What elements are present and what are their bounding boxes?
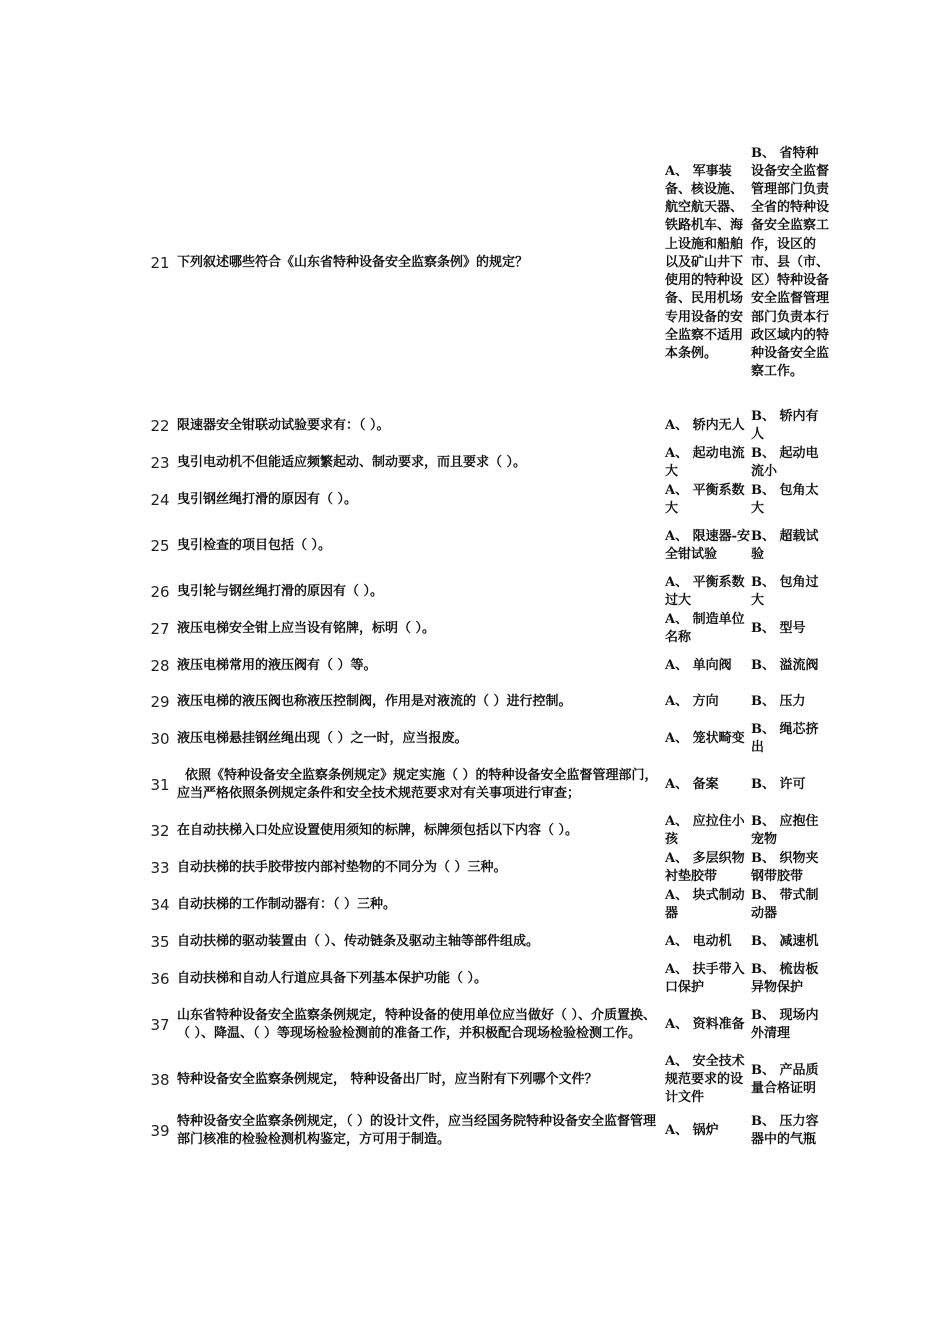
option-a-cell [665, 923, 751, 960]
option-b-cell [751, 1052, 829, 1107]
question-stem-cell [175, 812, 665, 849]
question-number: 33 [150, 858, 170, 877]
question-row [145, 960, 829, 997]
option-a-cell [665, 849, 751, 886]
option-a-cell [665, 1107, 751, 1154]
question-stem-cell [175, 610, 665, 647]
option-a: A、 多层织物衬垫胶带 [665, 850, 745, 884]
option-b-cell [751, 684, 829, 720]
question-stem-cell [175, 408, 665, 444]
option-a: A、 起动电流大 [665, 445, 745, 479]
question-stem: 限速器安全钳联动试验要求有：（ ）。 [177, 418, 390, 434]
option-a: A、 单向阀 [665, 657, 732, 673]
option-b-cell [751, 997, 829, 1052]
question-row [145, 849, 829, 886]
option-b-cell [751, 849, 829, 886]
question-stem-cell [175, 849, 665, 886]
option-a-cell [665, 118, 751, 408]
question-number: 32 [150, 821, 170, 840]
question-row [145, 757, 829, 812]
option-a: A、 平衡系数大 [665, 482, 745, 516]
option-a-cell [665, 886, 751, 923]
option-a: A、 限速器-安全钳试验 [665, 528, 751, 562]
option-a-cell [665, 684, 751, 720]
question-stem: 山东省特种设备安全监察条例规定，特种设备的使用单位应当做好（ ）、介质置换、（ ）、降温、（ ）等现场检验检测前的准备工作，并积极配合现场检验检测工作。 [177, 1007, 657, 1041]
option-b: B、 织物夹钢带胶带 [751, 850, 819, 884]
question-stem: 自动扶梯的驱动装置由（ ）、传动链条及驱动主轴等部件组成。 [177, 933, 540, 949]
question-row [145, 684, 829, 720]
option-b-cell [751, 647, 829, 684]
question-stem-cell [175, 960, 665, 997]
question-stem-cell [175, 997, 665, 1052]
option-a: A、 块式制动器 [665, 887, 745, 921]
option-a: A、 平衡系数过大 [665, 574, 745, 608]
question-stem-cell [175, 684, 665, 720]
option-a-cell [665, 720, 751, 757]
option-b-cell [751, 573, 829, 610]
question-stem: 自动扶梯的扶手胶带按内部衬垫物的不同分为（ ）三种。 [177, 859, 507, 875]
option-b-cell [751, 518, 829, 573]
question-stem: 液压电梯安全钳上应当设有铭牌，标明（ ）。 [177, 620, 436, 636]
option-b: B、 梳齿板异物保护 [751, 961, 819, 995]
question-row [145, 923, 829, 960]
question-row [145, 444, 829, 481]
question-stem-cell [175, 573, 665, 610]
option-a: A、 电动机 [665, 933, 732, 949]
option-a-cell [665, 757, 751, 812]
option-b-cell [751, 923, 829, 960]
question-number: 24 [150, 490, 170, 509]
option-a-cell [665, 481, 751, 518]
option-a: A、 扶手带入口保护 [665, 961, 745, 995]
option-a: A、 备案 [665, 776, 719, 792]
option-a-cell [665, 573, 751, 610]
question-stem: 曳引钢丝绳打滑的原因有（ ）。 [177, 491, 358, 507]
option-b-cell [751, 812, 829, 849]
option-a-cell [665, 444, 751, 481]
question-row [145, 647, 829, 684]
question-number: 27 [150, 619, 170, 638]
question-number: 21 [150, 253, 170, 272]
question-stem-cell [175, 757, 665, 812]
question-number: 39 [150, 1121, 170, 1140]
question-number: 23 [150, 453, 170, 472]
option-a-cell [665, 997, 751, 1052]
question-stem: 曳引检查的项目包括（ ）。 [177, 537, 332, 553]
option-b: B、 起动电流小 [751, 445, 819, 479]
question-number: 34 [150, 895, 170, 914]
option-b-cell [751, 610, 829, 647]
question-number: 28 [150, 656, 170, 675]
option-b: B、 带式制动器 [751, 887, 819, 921]
option-b: B、 包角过大 [751, 574, 819, 608]
question-stem: 自动扶梯的工作制动器有：（ ）三种。 [177, 896, 397, 912]
question-number: 29 [150, 693, 170, 712]
option-b: B、 现场内外清理 [751, 1007, 819, 1041]
option-b: B、 溢流阀 [751, 657, 819, 673]
option-b: B、 减速机 [751, 933, 819, 949]
question-stem: 液压电梯悬挂钢丝绳出现（ ）之一时，应当报废。 [177, 730, 468, 746]
question-stem: 下列叙述哪些符合《山东省特种设备安全监察条例》的规定？ [177, 254, 529, 270]
option-b-cell [751, 1107, 829, 1154]
question-stem: 液压电梯的液压阀也称液压控制阀，作用是对液流的（ ）进行控制。 [177, 694, 572, 710]
question-number: 35 [150, 932, 170, 951]
question-number: 38 [150, 1070, 170, 1089]
question-stem-cell [175, 647, 665, 684]
question-stem-cell [175, 886, 665, 923]
question-row [145, 573, 829, 610]
option-a: A、 方向 [665, 694, 719, 710]
question-stem-cell [175, 923, 665, 960]
option-a-cell [665, 647, 751, 684]
question-row [145, 118, 829, 408]
option-b: B、 压力容器中的气瓶 [751, 1113, 819, 1147]
option-a: A、 军事装备、核设施、航空航天器、铁路机车、海上设施和船舶以及矿山井下使用的特种设备、民用机场专用设备的安全监察不适用本条例。 [665, 163, 744, 361]
question-number: 37 [150, 1015, 170, 1034]
option-a: A、 资料准备 [665, 1016, 745, 1032]
option-a-cell [665, 518, 751, 573]
question-stem-cell [175, 481, 665, 518]
option-b-cell [751, 118, 829, 408]
option-b: B、 产品质量合格证明 [751, 1062, 819, 1096]
question-number: 31 [150, 775, 170, 794]
option-a: A、 应拉住小孩 [665, 813, 745, 847]
question-stem: 自动扶梯和自动人行道应具备下列基本保护功能（ ）。 [177, 970, 488, 986]
question-table [145, 118, 829, 1154]
question-stem: 依照《特种设备安全监察条例规定》规定实施（ ）的特种设备安全监督管理部门，应当严格依照条例规定条件和安全技术规范要求对有关事项进行审查； [177, 767, 658, 801]
question-stem: 液压电梯常用的液压阀有（ ）等。 [177, 657, 377, 673]
option-a: A、 轿内无人 [665, 418, 745, 434]
question-row [145, 997, 829, 1052]
question-row [145, 1107, 829, 1154]
option-b: B、 型号 [751, 620, 806, 636]
option-a-cell [665, 960, 751, 997]
question-stem-cell [175, 1107, 665, 1154]
question-number: 30 [150, 729, 170, 748]
option-b: B、 压力 [751, 694, 806, 710]
option-a-cell [665, 812, 751, 849]
option-b-cell [751, 960, 829, 997]
option-b-cell [751, 481, 829, 518]
option-b-cell [751, 886, 829, 923]
option-b-cell [751, 444, 829, 481]
question-row [145, 408, 829, 444]
question-stem: 曳引电动机不但能适应频繁起动、制动要求，而且要求（ ）。 [177, 454, 527, 470]
option-b-cell [751, 408, 829, 444]
question-row [145, 812, 829, 849]
question-number: 36 [150, 969, 170, 988]
option-b: B、 许可 [751, 776, 806, 792]
question-stem-cell [175, 1052, 665, 1107]
question-number: 22 [150, 417, 170, 436]
option-b-cell [751, 757, 829, 812]
option-a: A、 锅炉 [665, 1122, 719, 1138]
question-row [145, 720, 829, 757]
option-a-cell [665, 610, 751, 647]
option-b: B、 绳芯挤出 [751, 721, 819, 755]
question-row [145, 518, 829, 573]
question-row [145, 886, 829, 923]
question-stem: 曳引轮与钢丝绳打滑的原因有（ ）。 [177, 583, 384, 599]
question-stem-cell [175, 118, 665, 408]
question-stem: 特种设备安全监察条例规定， 特种设备出厂时，应当附有下列哪个文件？ [177, 1071, 598, 1087]
question-stem-cell [175, 444, 665, 481]
question-stem-cell [175, 518, 665, 573]
question-stem-cell [175, 720, 665, 757]
question-list [145, 118, 829, 1154]
option-a: A、 制造单位名称 [665, 611, 745, 645]
question-number: 25 [150, 536, 170, 555]
option-b: B、 省特种设备安全监督管理部门负责全省的特种设备安全监察工作，设区的市、县（市、区）特种设备安全监督管理部门负责本行政区域内的特种设备安全监察工作。 [751, 145, 830, 380]
question-row [145, 610, 829, 647]
question-number: 26 [150, 582, 170, 601]
option-b-cell [751, 720, 829, 757]
question-stem: 在自动扶梯入口处应设置使用须知的标牌，标牌须包括以下内容（ ）。 [177, 822, 579, 838]
option-a: A、 笼状畸变 [665, 730, 745, 746]
question-stem: 特种设备安全监察条例规定，（ ）的设计文件，应当经国务院特种设备安全监督管理部门核准的检验检测机构鉴定，方可用于制造。 [177, 1113, 657, 1147]
option-a-cell [665, 1052, 751, 1107]
question-row [145, 481, 829, 518]
question-row [145, 1052, 829, 1107]
option-a-cell [665, 408, 751, 444]
option-b: B、 超载试验 [751, 528, 819, 562]
option-b: B、 轿内有人 [751, 409, 819, 443]
option-b: B、 应抱住宠物 [751, 813, 819, 847]
option-b: B、 包角太大 [751, 482, 819, 516]
option-a: A、 安全技术规范要求的设计文件 [665, 1053, 745, 1105]
